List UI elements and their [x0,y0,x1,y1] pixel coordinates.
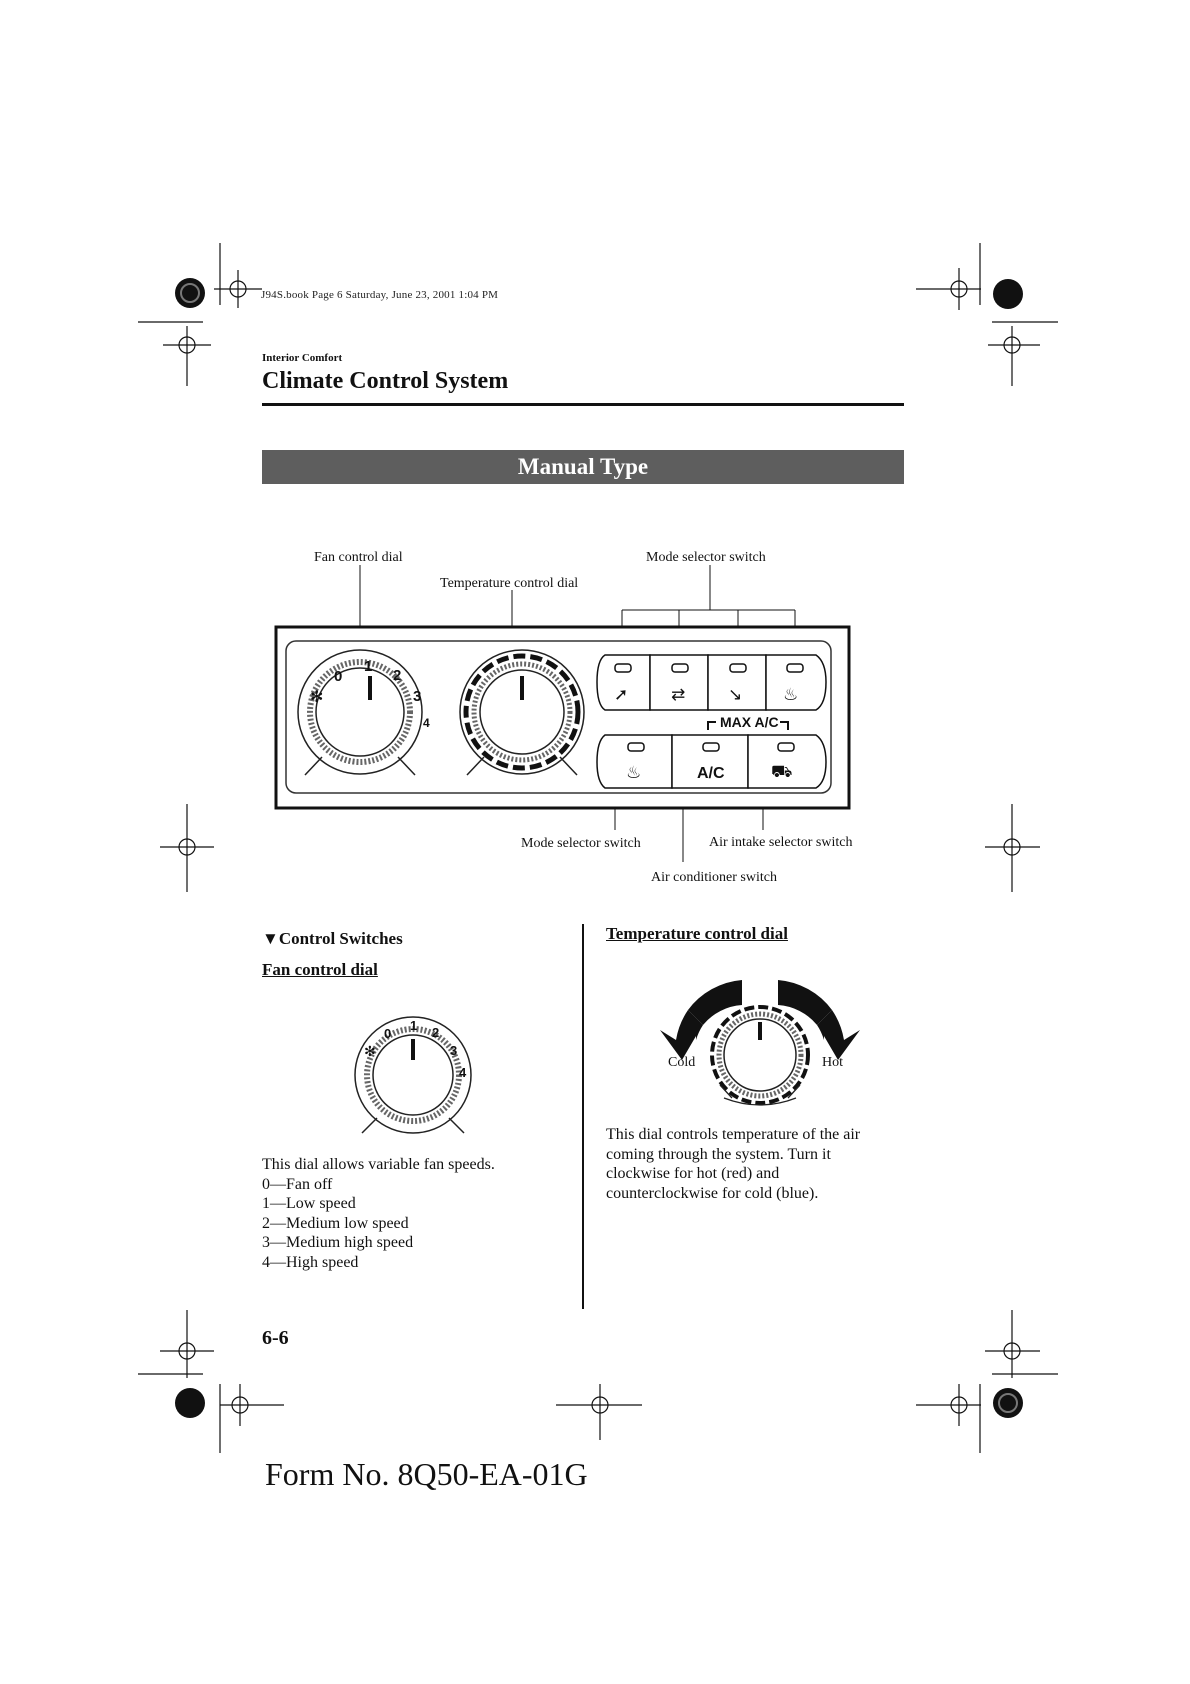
fan-icon: ✻ [310,689,324,706]
form-number: Form No. 8Q50-EA-01G [265,1456,588,1492]
fan-mark-1: 1 [364,658,373,675]
small-fan-mark-0: 0 [384,1026,392,1041]
fan-speed-3: 3—Medium high speed [262,1234,414,1251]
fan-speed-2: 2—Medium low speed [262,1214,409,1232]
temp-line-3: clockwise for hot (red) and [606,1165,780,1182]
temperature-control-dial-subheading: Temperature control dial [606,924,788,943]
air-intake-icon: ⛟ [771,762,793,782]
hot-label: Hot [822,1055,843,1070]
small-fan-mark-1: 1 [410,1018,418,1033]
temperature-dial-description [606,1125,860,1203]
temp-line-4: counterclockwise for cold (blue). [606,1184,819,1202]
control-switches-heading: ▼Control Switches [262,929,403,948]
temp-line-2: coming through the system. Turn it [606,1145,831,1163]
callout-fan-control-dial: Fan control dial [314,550,403,565]
fan-mark-0: 0 [334,668,343,685]
cold-label: Cold [668,1055,696,1070]
callout-air-conditioner-switch: Air conditioner switch [651,870,777,885]
callout-temperature-control-dial: Temperature control dial [440,576,579,591]
fan-dial-intro: This dial allows variable fan speeds. [262,1156,495,1173]
rear-defrost-icon: ♨ [626,763,642,783]
fan-speed-4: 4—High speed [262,1253,359,1271]
fan-mark-4: 4 [423,716,430,730]
manual-type-banner: Manual Type [262,450,904,484]
page-title: Climate Control System [262,368,509,394]
max-ac-label: MAX A/C [720,714,779,730]
temp-line-1: This dial controls temperature of the air [606,1126,861,1143]
fan-control-dial-subheading: Fan control dial [262,960,378,979]
fan-speed-1: 1—Low speed [262,1195,356,1212]
callout-mode-selector-bottom: Mode selector switch [521,836,641,851]
print-metadata: J94S.book Page 6 Saturday, June 23, 2001 1:04 PM [261,289,499,301]
callout-air-intake-selector: Air intake selector switch [709,835,853,850]
fan-mark-3: 3 [413,688,422,705]
fan-speed-0: 0—Fan off [262,1175,333,1193]
page-number: 6-6 [262,1327,289,1349]
ac-button-label: A/C [697,765,725,782]
callout-mode-selector-top: Mode selector switch [646,550,766,565]
face-vent-icon: ➚ [614,685,629,705]
floor-defrost-icon: ♨ [783,685,799,705]
bilevel-vent-icon: ⇄ [671,685,686,705]
fan-mark-2: 2 [393,667,402,684]
small-fan-mark-3: 3 [450,1043,458,1058]
small-fan-mark-2: 2 [432,1025,440,1040]
section-label: Interior Comfort [262,352,343,364]
small-fan-mark-4: 4 [459,1065,467,1080]
small-fan-icon: ✻ [364,1045,376,1060]
floor-vent-icon: ↘ [728,685,743,705]
